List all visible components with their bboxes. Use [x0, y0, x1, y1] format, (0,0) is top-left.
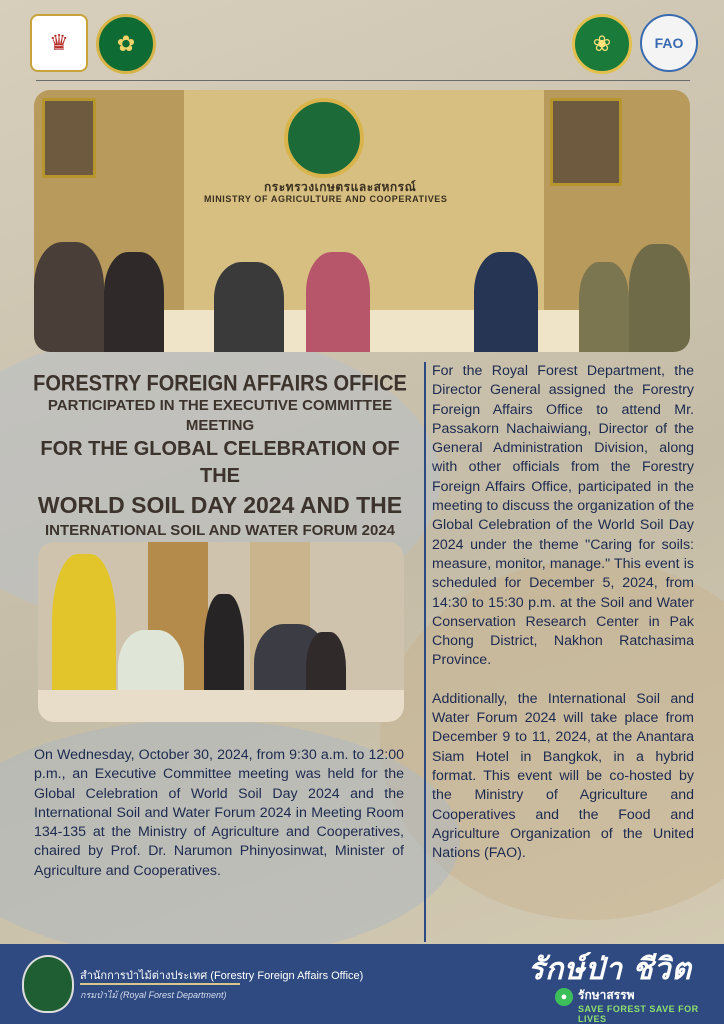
rfd-emblem-icon: ✿ — [96, 14, 156, 74]
footer-divider — [80, 983, 240, 985]
lock-icon: ● — [555, 988, 573, 1006]
campaign-tagline: SAVE FOREST SAVE FOR LIVES — [578, 1004, 699, 1024]
portrait-frame — [42, 98, 96, 178]
header-divider — [36, 80, 690, 81]
paragraph: For the Royal Forest Department, the Director General assigned the Forestry Foreign Affairs Office to attend Mr. Passakorn Nachaiwiang, Director of the General Administration Division, along with other officials from the Forestry Foreign Affairs Office, participated in the meeting to discuss the organization of the Global Celebration of the World Soil Day 2024 under the theme "Caring for soils: measure, monitor, manage." This event is scheduled for December 5, 2024, from 14:30 to 15:30 p.m. at the Soil and Water Conservation Research Center in Pak Chong District, Nakhon Ratchasima Province. — [432, 363, 694, 669]
article-left-column — [34, 746, 404, 881]
moac-emblem-icon: ❀ — [572, 14, 632, 74]
paragraph: On Wednesday, October 30, 2024, from 9:30 a.m. to 12:00 p.m., an Executive Committee meeting was held for the Global Celebration of World Soil Day 2024 and the International Soil and Water Forum 2024 in Meeting Room 134-135 at the Ministry of Agriculture and Cooperatives, chaired by Prof. Dr. Narumon Phinyosinwat, Minister of Agriculture and Cooperatives. — [34, 747, 404, 879]
meeting-photo-secondary — [38, 542, 404, 722]
headline — [26, 372, 414, 542]
article-right-column — [432, 362, 694, 882]
headline-line: FORESTRY FOREIGN AFFAIRS OFFICE — [33, 371, 407, 397]
column-divider — [424, 362, 426, 942]
attendee — [104, 252, 164, 352]
crest-icon: ♛ — [30, 14, 88, 72]
wall-sign-thai: กระทรวงเกษตรและสหกรณ์ — [264, 180, 417, 194]
headline-line: FOR THE GLOBAL CELEBRATION OF THE — [40, 438, 400, 487]
fao-logo-icon — [640, 14, 698, 72]
attendee — [474, 252, 538, 352]
paragraph: Additionally, the International Soil and Water Forum 2024 will take place from December 9 to 11, 2024, at the Anantara Siam Hotel in Bangkok, in a hybrid format. This event will be co-hosted by the Ministry of Agriculture and Cooperatives and the Food and Agriculture Organization of the United Nations (FAO). — [432, 690, 694, 862]
footer-department-name: กรมป่าไม้ (Royal Forest Department) — [80, 990, 227, 1000]
attendee — [34, 242, 104, 352]
footer-office-name: สำนักการป่าไม้ต่างประเทศ (Forestry Foreign Affairs Office) — [80, 970, 364, 982]
headline-line: PARTICIPATED IN THE EXECUTIVE COMMITTEE MEETING — [47, 397, 393, 434]
meeting-desk — [38, 690, 404, 722]
headline-line: WORLD SOIL DAY 2024 AND THE — [37, 492, 403, 518]
attendee — [629, 244, 690, 352]
attendee — [579, 262, 629, 352]
wall-sign-english: MINISTRY OF AGRICULTURE AND COOPERATIVES — [204, 194, 448, 204]
forestry-foreign-affairs-logo-icon — [22, 955, 74, 1013]
campaign-sub-text: รักษาสรรพ — [578, 988, 635, 1002]
meeting-photo-main — [34, 90, 690, 352]
attendee-chair — [306, 252, 370, 352]
fao-label: FAO — [654, 35, 684, 51]
portrait-frame — [550, 98, 622, 186]
campaign-logo-text: รักษ์ป่า ชีวิต — [528, 953, 692, 986]
ministry-emblem-icon — [284, 98, 364, 178]
headline-line: INTERNATIONAL SOIL AND WATER FORUM 2024 — [44, 522, 396, 539]
attendee — [214, 262, 284, 352]
